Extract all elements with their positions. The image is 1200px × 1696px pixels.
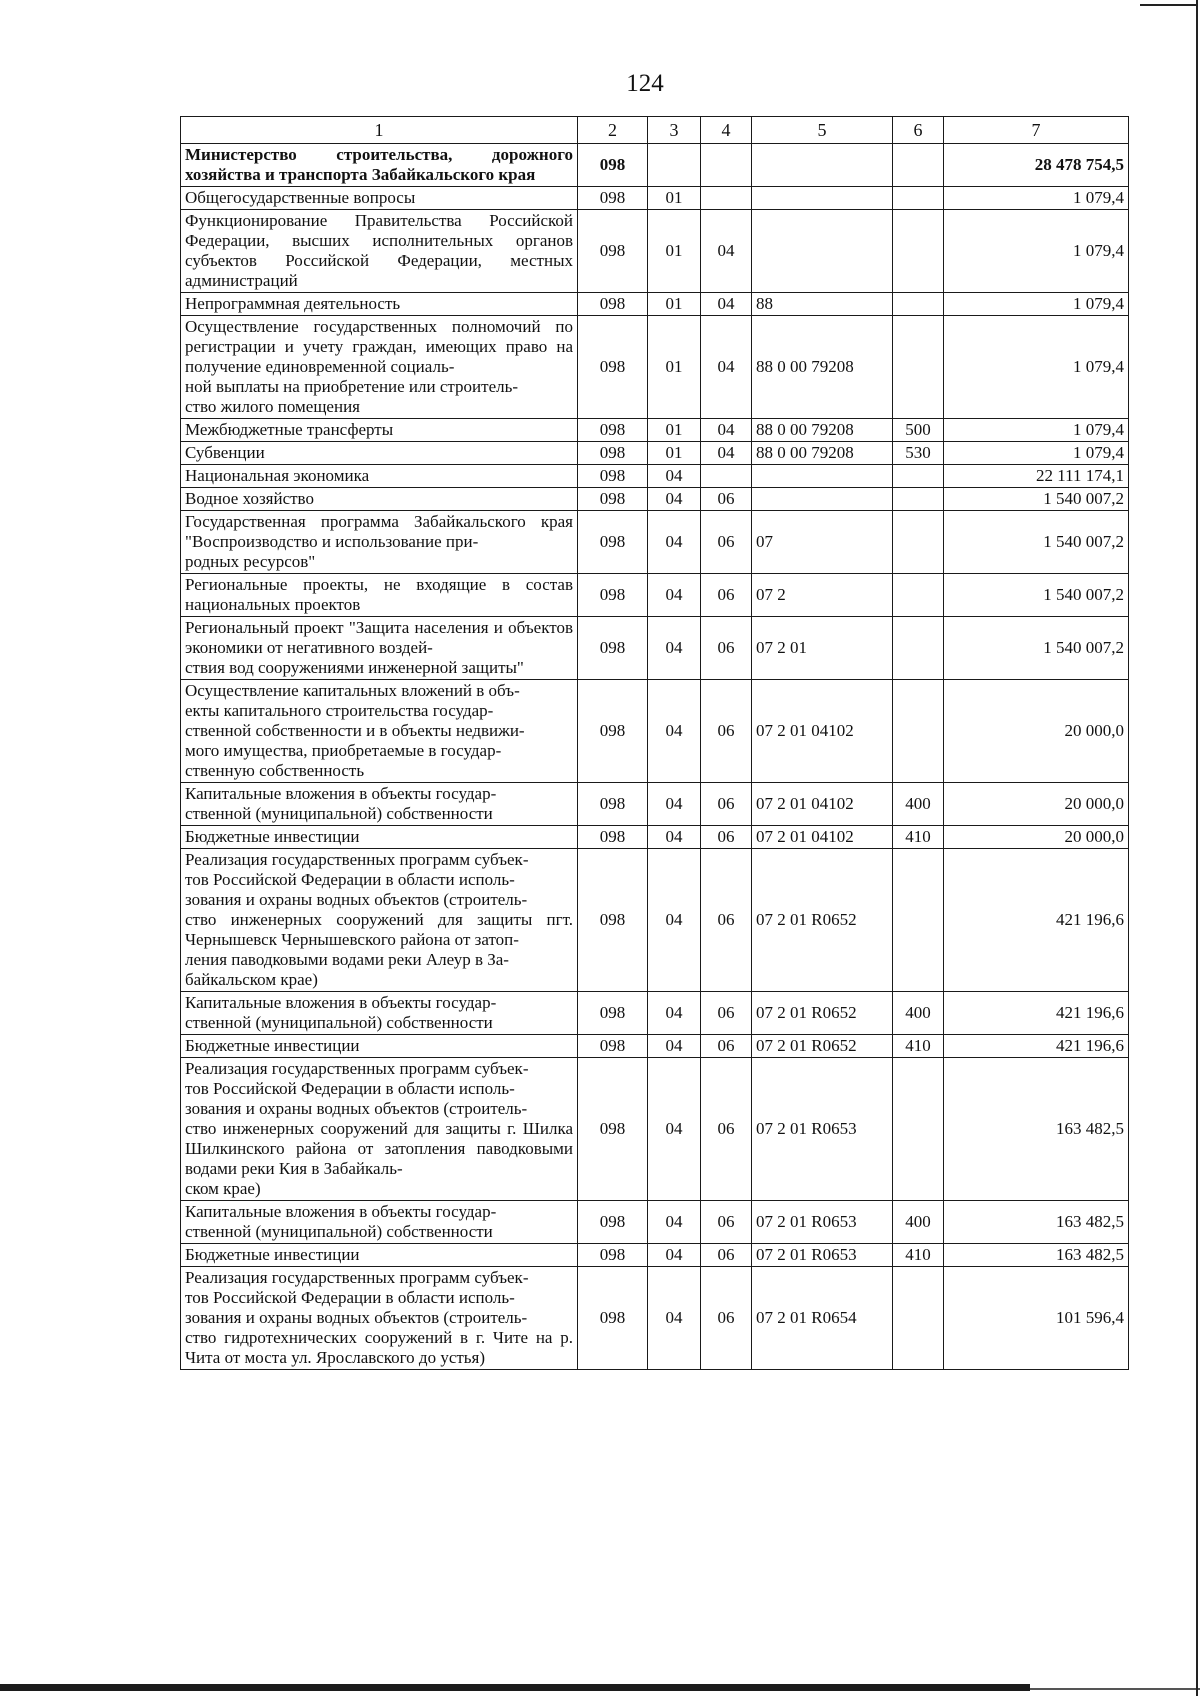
row-sum-cell: 101 596,4 <box>944 1267 1129 1370</box>
column-header-3: 3 <box>648 117 701 144</box>
row-sum-cell: 421 196,6 <box>944 1035 1129 1058</box>
row-csr-cell: 07 2 01 R0652 <box>752 1035 893 1058</box>
row-rz-cell: 04 <box>648 574 701 617</box>
row-gr-cell: 098 <box>578 1035 648 1058</box>
row-gr-cell: 098 <box>578 511 648 574</box>
row-sum-cell: 163 482,5 <box>944 1201 1129 1244</box>
row-name-cell: Водное хозяйство <box>181 488 578 511</box>
row-vr-cell <box>893 511 944 574</box>
row-gr-cell: 098 <box>578 617 648 680</box>
row-vr-cell <box>893 144 944 187</box>
table-row <box>181 1201 1129 1244</box>
table-row <box>181 1058 1129 1201</box>
row-name-cell: Капитальные вложения в объекты государ- ственной (муниципальной) собственности <box>181 992 578 1035</box>
row-gr-cell: 098 <box>578 849 648 992</box>
row-csr-cell: 07 2 01 R0652 <box>752 849 893 992</box>
table-row <box>181 783 1129 826</box>
row-pr-cell: 06 <box>701 992 752 1035</box>
row-vr-cell: 530 <box>893 442 944 465</box>
row-csr-cell: 88 <box>752 293 893 316</box>
row-pr-cell: 06 <box>701 1035 752 1058</box>
row-gr-cell: 098 <box>578 442 648 465</box>
row-vr-cell <box>893 617 944 680</box>
row-name-cell: Бюджетные инвестиции <box>181 826 578 849</box>
row-rz-cell: 04 <box>648 1058 701 1201</box>
row-name-cell: Реализация государственных программ субъек- тов Российской Федерации в области исполь- зования и охраны водных объектов (строитель- ство инженерных сооружений для защиты г. Шилка Шилкинского района от затопления паводковыми водами реки Кия в Забайкаль- ском крае) <box>181 1058 578 1201</box>
row-csr-cell: 07 2 01 R0653 <box>752 1201 893 1244</box>
row-csr-cell: 07 2 01 R0654 <box>752 1267 893 1370</box>
row-csr-cell: 88 0 00 79208 <box>752 442 893 465</box>
scan-bottom-edge <box>0 1684 1030 1691</box>
row-vr-cell <box>893 680 944 783</box>
scan-right-edge <box>1196 0 1198 1696</box>
table-row <box>181 316 1129 419</box>
row-rz-cell: 04 <box>648 1244 701 1267</box>
row-csr-cell <box>752 465 893 488</box>
row-vr-cell <box>893 293 944 316</box>
row-gr-cell: 098 <box>578 1058 648 1201</box>
row-csr-cell <box>752 488 893 511</box>
row-rz-cell: 04 <box>648 992 701 1035</box>
row-csr-cell <box>752 144 893 187</box>
row-vr-cell: 500 <box>893 419 944 442</box>
row-rz-cell: 04 <box>648 465 701 488</box>
row-sum-cell: 1 079,4 <box>944 187 1129 210</box>
row-sum-cell: 1 079,4 <box>944 442 1129 465</box>
row-gr-cell: 098 <box>578 316 648 419</box>
row-vr-cell <box>893 1267 944 1370</box>
row-sum-cell: 1 540 007,2 <box>944 488 1129 511</box>
row-pr-cell: 06 <box>701 488 752 511</box>
row-gr-cell: 098 <box>578 465 648 488</box>
table-row <box>181 1035 1129 1058</box>
row-pr-cell: 06 <box>701 1201 752 1244</box>
scan-bottom-edge-thin <box>1030 1688 1200 1690</box>
row-vr-cell: 410 <box>893 1035 944 1058</box>
row-gr-cell: 098 <box>578 210 648 293</box>
row-rz-cell: 04 <box>648 617 701 680</box>
row-pr-cell: 04 <box>701 419 752 442</box>
row-gr-cell: 098 <box>578 419 648 442</box>
column-header-5: 5 <box>752 117 893 144</box>
row-rz-cell: 04 <box>648 511 701 574</box>
row-sum-cell: 1 540 007,2 <box>944 511 1129 574</box>
row-pr-cell: 06 <box>701 680 752 783</box>
row-name-cell: Реализация государственных программ субъек- тов Российской Федерации в области исполь- зования и охраны водных объектов (строитель- ство гидротехнических сооружений в г. Чите на р. Чита от моста ул. Ярославского до устья) <box>181 1267 578 1370</box>
row-csr-cell: 07 2 01 R0652 <box>752 992 893 1035</box>
row-vr-cell <box>893 465 944 488</box>
row-rz-cell: 01 <box>648 316 701 419</box>
table-row <box>181 419 1129 442</box>
row-pr-cell: 04 <box>701 210 752 293</box>
row-pr-cell: 06 <box>701 826 752 849</box>
table-row <box>181 992 1129 1035</box>
row-rz-cell: 04 <box>648 849 701 992</box>
row-gr-cell: 098 <box>578 574 648 617</box>
row-sum-cell: 1 079,4 <box>944 419 1129 442</box>
row-sum-cell: 1 079,4 <box>944 210 1129 293</box>
row-csr-cell: 07 2 01 R0653 <box>752 1244 893 1267</box>
row-rz-cell: 01 <box>648 293 701 316</box>
row-gr-cell: 098 <box>578 992 648 1035</box>
page-number-text: 124 <box>626 70 664 97</box>
row-name-cell: Общегосударственные вопросы <box>181 187 578 210</box>
row-pr-cell: 06 <box>701 849 752 992</box>
row-sum-cell: 20 000,0 <box>944 680 1129 783</box>
row-pr-cell <box>701 187 752 210</box>
row-vr-cell <box>893 488 944 511</box>
row-rz-cell: 01 <box>648 187 701 210</box>
column-header-6: 6 <box>893 117 944 144</box>
row-pr-cell: 06 <box>701 783 752 826</box>
row-gr-cell: 098 <box>578 680 648 783</box>
row-name-cell: Осуществление капитальных вложений в объ- екты капитального строительства государ- ственной собственности и в объекты недвижи- мого имущества, приобретаемые в государ- ственную собственность <box>181 680 578 783</box>
table-row <box>181 826 1129 849</box>
row-gr-cell: 098 <box>578 783 648 826</box>
row-pr-cell: 06 <box>701 1267 752 1370</box>
table-row <box>181 210 1129 293</box>
table-row <box>181 465 1129 488</box>
row-csr-cell: 88 0 00 79208 <box>752 419 893 442</box>
table-row <box>181 293 1129 316</box>
table-row <box>181 144 1129 187</box>
row-name-cell: Субвенции <box>181 442 578 465</box>
column-header-1: 1 <box>181 117 578 144</box>
row-name-cell: Капитальные вложения в объекты государ- ственной (муниципальной) собственности <box>181 783 578 826</box>
row-vr-cell <box>893 849 944 992</box>
row-rz-cell: 04 <box>648 488 701 511</box>
table-body <box>181 144 1129 1370</box>
row-rz-cell: 01 <box>648 442 701 465</box>
row-sum-cell: 22 111 174,1 <box>944 465 1129 488</box>
row-gr-cell: 098 <box>578 826 648 849</box>
row-pr-cell: 06 <box>701 1058 752 1201</box>
row-name-cell: Осуществление государственных полномочий по регистрации и учету граждан, имеющих право на получение единовременной социаль- ной выплаты на приобретение или строитель- ство жилого помещения <box>181 316 578 419</box>
row-vr-cell <box>893 574 944 617</box>
row-name-cell: Государственная программа Забайкальского края "Воспроизводство и использование при- родных ресурсов" <box>181 511 578 574</box>
row-csr-cell <box>752 210 893 293</box>
row-name-cell: Межбюджетные трансферты <box>181 419 578 442</box>
budget-table <box>180 116 1129 1370</box>
row-pr-cell: 06 <box>701 617 752 680</box>
row-csr-cell: 07 2 01 R0653 <box>752 1058 893 1201</box>
row-gr-cell: 098 <box>578 1244 648 1267</box>
row-sum-cell: 1 540 007,2 <box>944 574 1129 617</box>
row-csr-cell: 07 <box>752 511 893 574</box>
row-name-cell: Министерство строительства, дорожного хозяйства и транспорта Забайкальского края <box>181 144 578 187</box>
row-name-cell: Бюджетные инвестиции <box>181 1035 578 1058</box>
row-csr-cell: 07 2 01 04102 <box>752 783 893 826</box>
row-sum-cell: 421 196,6 <box>944 992 1129 1035</box>
table-row <box>181 511 1129 574</box>
row-vr-cell <box>893 187 944 210</box>
row-vr-cell: 400 <box>893 992 944 1035</box>
row-pr-cell: 04 <box>701 293 752 316</box>
row-csr-cell: 07 2 01 04102 <box>752 826 893 849</box>
row-csr-cell: 07 2 <box>752 574 893 617</box>
row-gr-cell: 098 <box>578 187 648 210</box>
row-name-cell: Региональный проект "Защита населения и объектов экономики от негативного воздей- ствия вод сооружениями инженерной защиты" <box>181 617 578 680</box>
row-name-cell: Бюджетные инвестиции <box>181 1244 578 1267</box>
row-vr-cell <box>893 1058 944 1201</box>
page-number <box>0 70 1200 98</box>
row-sum-cell: 1 079,4 <box>944 293 1129 316</box>
row-rz-cell: 04 <box>648 680 701 783</box>
row-rz-cell: 01 <box>648 419 701 442</box>
row-rz-cell <box>648 144 701 187</box>
table-row <box>181 617 1129 680</box>
column-header-2: 2 <box>578 117 648 144</box>
row-name-cell: Непрограммная деятельность <box>181 293 578 316</box>
row-vr-cell: 400 <box>893 1201 944 1244</box>
row-name-cell: Национальная экономика <box>181 465 578 488</box>
row-gr-cell: 098 <box>578 1201 648 1244</box>
row-sum-cell: 163 482,5 <box>944 1244 1129 1267</box>
row-gr-cell: 098 <box>578 1267 648 1370</box>
row-rz-cell: 04 <box>648 826 701 849</box>
table-row <box>181 1267 1129 1370</box>
row-vr-cell <box>893 316 944 419</box>
row-rz-cell: 04 <box>648 1267 701 1370</box>
row-gr-cell: 098 <box>578 293 648 316</box>
row-vr-cell: 400 <box>893 783 944 826</box>
column-header-4: 4 <box>701 117 752 144</box>
row-sum-cell: 28 478 754,5 <box>944 144 1129 187</box>
row-name-cell: Реализация государственных программ субъек- тов Российской Федерации в области исполь- зования и охраны водных объектов (строитель- ство инженерных сооружений для защиты пгт. Чернышевск Чернышевского района от затоп- ления паводковыми водами реки Алеур в За- байкальском крае) <box>181 849 578 992</box>
scan-top-edge <box>1140 4 1196 6</box>
row-sum-cell: 163 482,5 <box>944 1058 1129 1201</box>
table-row <box>181 849 1129 992</box>
row-gr-cell: 098 <box>578 144 648 187</box>
table-row <box>181 187 1129 210</box>
row-sum-cell: 421 196,6 <box>944 849 1129 992</box>
row-pr-cell: 06 <box>701 574 752 617</box>
table-row <box>181 488 1129 511</box>
row-pr-cell: 06 <box>701 1244 752 1267</box>
table-row <box>181 574 1129 617</box>
row-sum-cell: 1 540 007,2 <box>944 617 1129 680</box>
row-csr-cell <box>752 187 893 210</box>
header-row <box>181 117 1129 144</box>
row-csr-cell: 07 2 01 04102 <box>752 680 893 783</box>
row-sum-cell: 1 079,4 <box>944 316 1129 419</box>
row-rz-cell: 04 <box>648 783 701 826</box>
row-sum-cell: 20 000,0 <box>944 826 1129 849</box>
row-sum-cell: 20 000,0 <box>944 783 1129 826</box>
row-rz-cell: 04 <box>648 1035 701 1058</box>
table-row <box>181 680 1129 783</box>
table-row <box>181 1244 1129 1267</box>
row-pr-cell: 06 <box>701 511 752 574</box>
row-rz-cell: 01 <box>648 210 701 293</box>
row-vr-cell: 410 <box>893 826 944 849</box>
row-vr-cell <box>893 210 944 293</box>
row-name-cell: Региональные проекты, не входящие в состав национальных проектов <box>181 574 578 617</box>
row-pr-cell: 04 <box>701 442 752 465</box>
row-gr-cell: 098 <box>578 488 648 511</box>
row-name-cell: Функционирование Правительства Российской Федерации, высших исполнительных органов субъектов Российской Федерации, местных администраций <box>181 210 578 293</box>
row-csr-cell: 88 0 00 79208 <box>752 316 893 419</box>
row-pr-cell: 04 <box>701 316 752 419</box>
table-row <box>181 442 1129 465</box>
row-pr-cell <box>701 465 752 488</box>
row-rz-cell: 04 <box>648 1201 701 1244</box>
row-csr-cell: 07 2 01 <box>752 617 893 680</box>
row-name-cell: Капитальные вложения в объекты государ- ственной (муниципальной) собственности <box>181 1201 578 1244</box>
column-header-7: 7 <box>944 117 1129 144</box>
row-pr-cell <box>701 144 752 187</box>
row-vr-cell: 410 <box>893 1244 944 1267</box>
